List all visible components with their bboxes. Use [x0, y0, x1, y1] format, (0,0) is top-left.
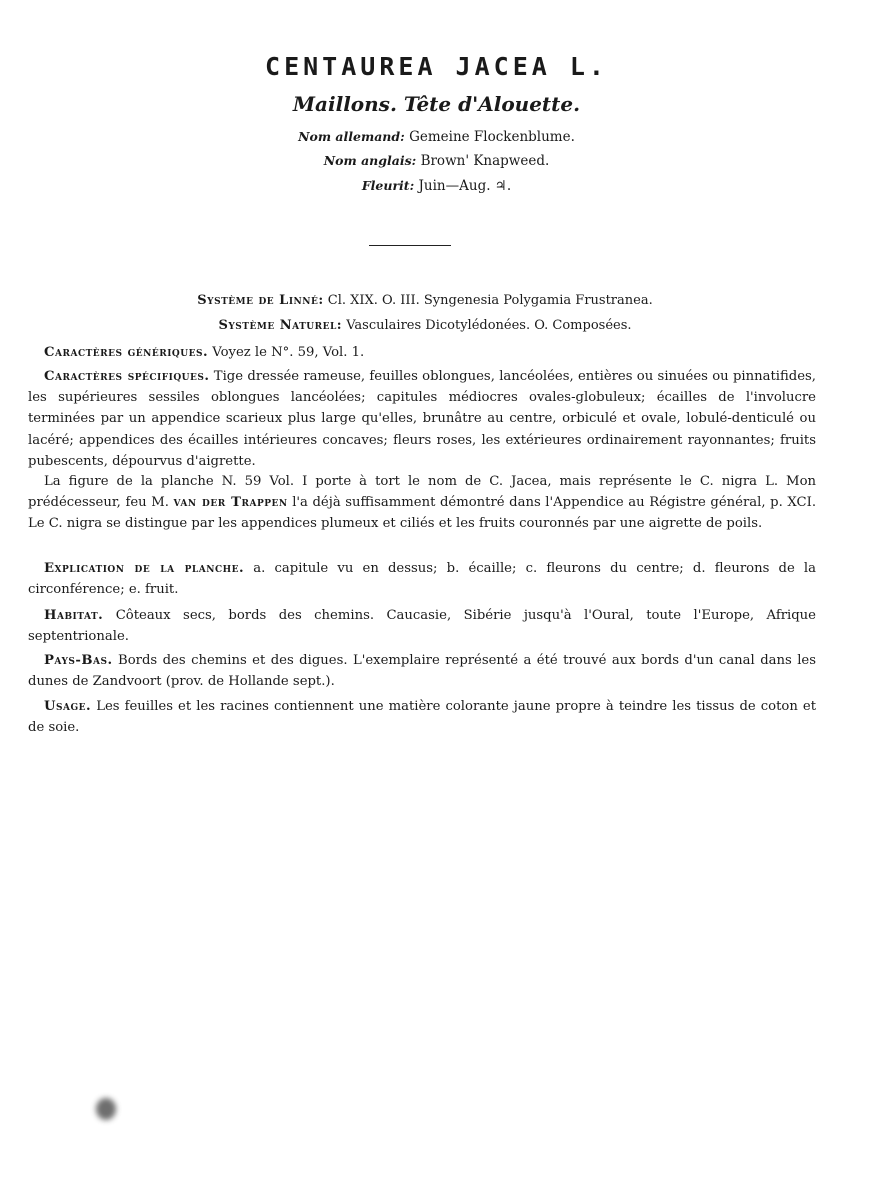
ink-blot: [96, 1098, 116, 1120]
specific-characters-paragraph: [28, 366, 816, 472]
netherlands-text: Bords des chemins et des digues. L'exemplaire représenté a été trouvé aux bords d'un canal dans les dunes de Zandvoort (prov. de Hollande sept.).: [28, 653, 816, 690]
german-name-label: Nom allemand:: [298, 129, 405, 144]
figure-note-text-2: l'a déjà suffisamment démontré dans l'Appendice au Régistre général, p. XCI. Le C. nigra se distingue par les appendices plumeux et ciliés et les fruits couronnés par une aigrette de poils.: [28, 495, 817, 532]
german-name-line: [0, 129, 873, 145]
usage-paragraph: [28, 696, 816, 738]
usage-label: Usage.: [44, 699, 92, 714]
netherlands-label: Pays-Bas.: [44, 653, 113, 668]
linne-label: Système de Linné:: [197, 293, 324, 308]
natural-system-line: [0, 318, 850, 333]
linne-system-line: [0, 293, 850, 308]
linne-value: Cl. XIX. O. III. Syngenesia Polygamia Frustranea.: [327, 293, 653, 308]
german-name-value: Gemeine Flockenblume.: [409, 129, 575, 145]
usage-text: Les feuilles et les racines contiennent une matière colorante jaune propre à teindre les tissus de coton et de soie.: [28, 699, 817, 736]
english-name-label: Nom anglais:: [323, 153, 417, 168]
figure-note-name: van der Trappen: [173, 495, 288, 511]
generic-characters-label: Caractères génériques.: [44, 345, 209, 360]
plate-explanation-paragraph: [28, 558, 816, 600]
naturel-value: Vasculaires Dicotylédonées. O. Composées.: [346, 318, 632, 333]
habitat-text: Côteaux secs, bords des chemins. Caucasie, Sibérie jusqu'à l'Oural, toute l'Europe, Afrique septentrionale.: [28, 608, 816, 645]
specific-characters-text: Tige dressée rameuse, feuilles oblongues, lancéolées, entières ou sinuées ou pinnatifides, les supérieures sessiles oblongues lancéolées; capitules médiocres ovales-globuleux; écailles de l'involucre terminées par un appendice scarieux plus large qu'elles, brunâtre au centre, orbiculé et ovale, lobulé-denticulé ou lacéré; appendices des écailles intérieures concaves; fleurs roses, les extérieures ordinairement rayonnantes; fruits pubescents, dépourvus d'aigrette.: [28, 369, 816, 469]
naturel-label: Système Naturel:: [218, 318, 343, 333]
habitat-paragraph: [28, 605, 816, 647]
netherlands-paragraph: [28, 650, 816, 692]
page-title: CENTAUREA JACEA L.: [265, 52, 608, 81]
flowering-label: Fleurit:: [361, 178, 415, 193]
figure-note-paragraph: [28, 471, 816, 535]
figure-note-text-1: La figure de la planche N. 59 Vol. I porte à tort le nom de C. Jacea, mais représente le C. nigra L. Mon prédécesseur, feu M.: [28, 474, 816, 511]
generic-characters-text: Voyez le N°. 59, Vol. 1.: [212, 345, 365, 360]
plate-explanation-label: Explication de la planche.: [44, 561, 245, 576]
specific-characters-label: Caractères spécifiques.: [44, 369, 210, 384]
flowering-value: Juin—Aug. ♃.: [418, 178, 512, 194]
separator-rule: [369, 245, 451, 246]
common-names: Maillons. Tête d'Alouette.: [292, 92, 581, 116]
flowering-line: [0, 178, 873, 194]
habitat-label: Habitat.: [44, 608, 104, 623]
plate-explanation-text: a. capitule vu en dessus; b. écaille; c. fleurons du centre; d. fleurons de la circonférence; e. fruit.: [28, 561, 817, 598]
generic-characters-paragraph: [28, 342, 816, 363]
english-name-value: Brown' Knapweed.: [420, 153, 550, 169]
english-name-line: [0, 153, 873, 169]
